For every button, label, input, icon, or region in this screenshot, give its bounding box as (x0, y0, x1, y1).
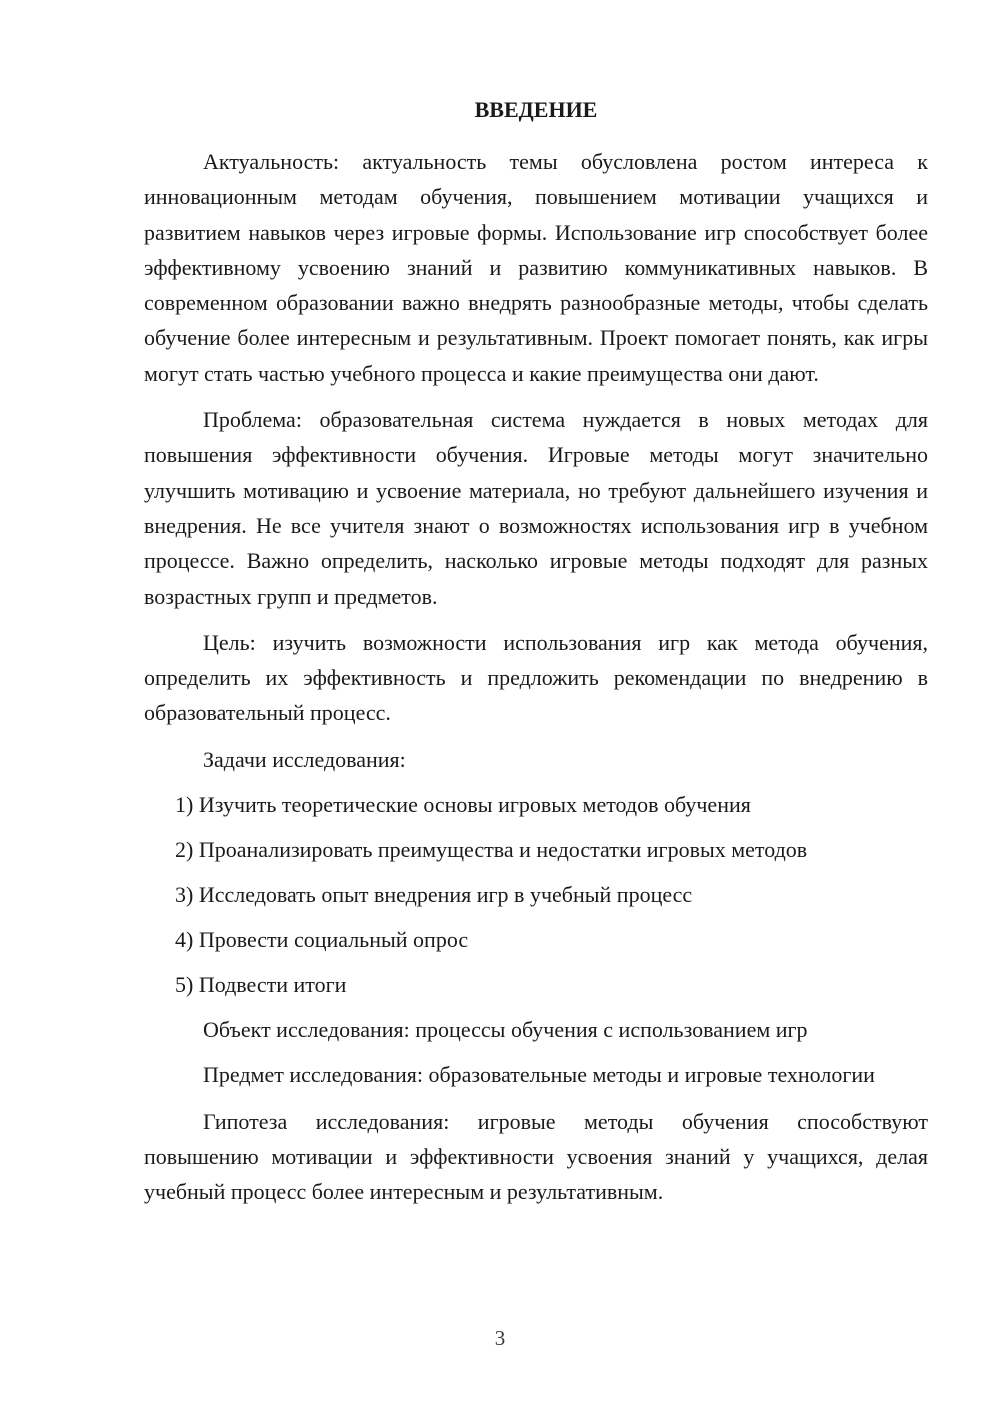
paragraph-relevance: Актуальность: актуальность темы обусловлена ростом интереса к инновационным методам обучения, повышением мотивации учащихся и развитием навыков через игровые формы. Использование игр способствует более эффективному усвоению знаний и развитию коммуникативных навыков. В современном образовании важно внедрять разнообразные методы, чтобы сделать обучение более интересным и результативным. Проект помогает понять, как игры могут стать частью учебного процесса и какие преимущества они дают. (144, 149, 928, 386)
list-item: 3) Исследовать опыт внедрения игр в учебный процесс (175, 882, 693, 908)
page-number: 3 (494, 1326, 506, 1350)
document-page (144, 94, 928, 1221)
list-item: 5) Подвести итоги (175, 972, 347, 998)
tasks-list (144, 787, 928, 1002)
paragraph-subject: Предмет исследования: образовательные методы и игровые технологии (203, 1062, 875, 1088)
paragraph-object: Объект исследования: процессы обучения с использованием игр (203, 1017, 808, 1043)
list-item: 1) Изучить теоретические основы игровых методов обучения (175, 792, 751, 818)
section-title: ВВЕДЕНИЕ (474, 97, 598, 122)
list-item: 2) Проанализировать преимущества и недостатки игровых методов (175, 837, 808, 863)
paragraph-hypothesis: Гипотеза исследования: игровые методы обучения способствуют повышению мотивации и эффективности усвоения знаний у учащихся, делая учебный процесс более интересным и результативным. (144, 1108, 928, 1205)
tasks-heading: Задачи исследования: (203, 746, 406, 772)
paragraph-goal: Цель: изучить возможности использования игр как метода обучения, определить их эффективность и предложить рекомендации по внедрению в образовательный процесс. (144, 629, 928, 726)
paragraph-problem: Проблема: образовательная система нуждается в новых методах для повышения эффективности обучения. Игровые методы могут значительно улучшить мотивацию и усвоение материала, но требуют дальнейшего изучения и внедрения. Не все учителя знают о возможностях использования игр в учебном процессе. Важно определить, насколько игровые методы подходят для разных возрастных групп и предметов. (144, 407, 928, 609)
list-item: 4) Провести социальный опрос (175, 927, 469, 953)
